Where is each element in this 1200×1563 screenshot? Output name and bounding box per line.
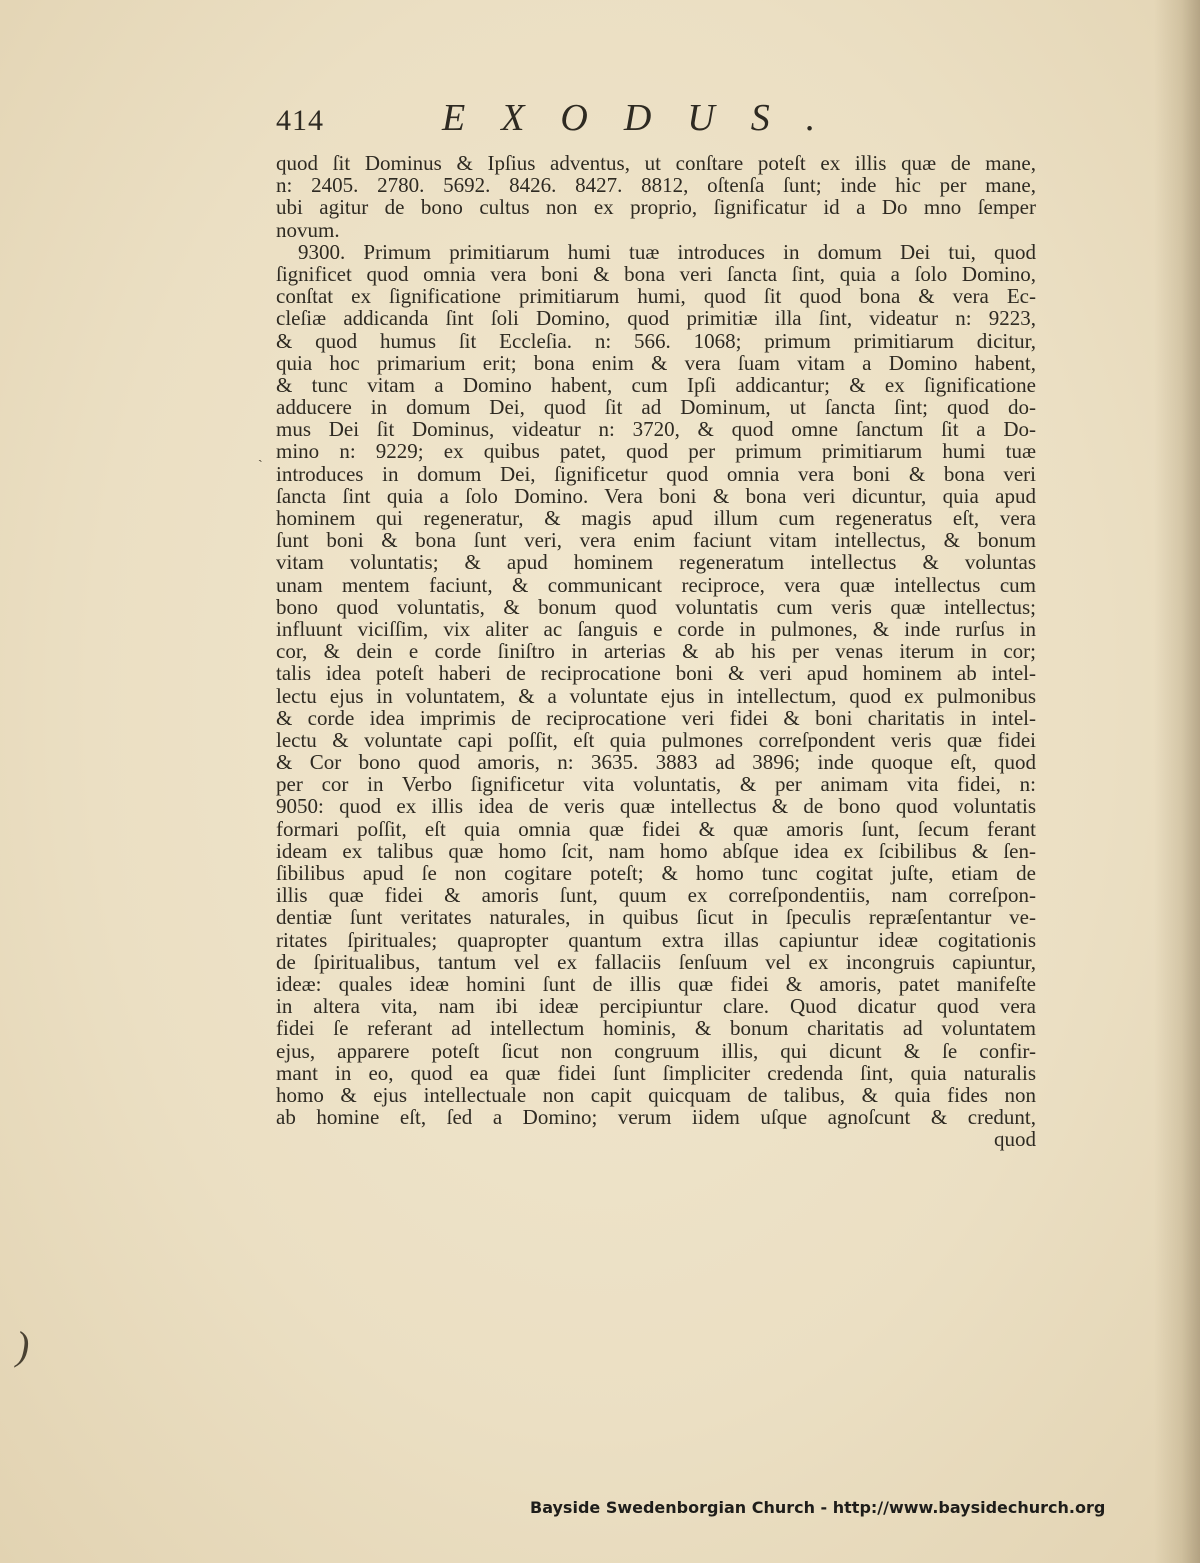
page-edge-shadow [1154, 0, 1200, 1563]
text-line: dentiæ ſunt veritates naturales, in quibus ſicut in ſpeculis repræſentantur ve- [276, 905, 1036, 930]
text-line: de ſpiritualibus, tantum vel ex fallaciis ſenſuum vel ex incongruis capiuntur, [276, 949, 1036, 974]
text-line: ſunt boni & bona ſunt veri, vera enim faciunt vitam intellectus, & bonum [276, 528, 1036, 553]
page-header [276, 96, 916, 140]
text-line: 9300. Primum primitiarum humi tuæ introduces in domum Dei tui, quod [298, 239, 1036, 264]
text-line: ideæ: quales ideæ homini ſunt de illis quæ fidei & amoris, patet manifeſte [276, 971, 1036, 996]
text-line: unam mentem faciunt, & communicant reciproce, vera quæ intellectus cum [276, 572, 1036, 597]
text-line: ſibilibus apud ſe non cogitare poteſt; & homo tunc cogitat juſte, etiam de [276, 861, 1036, 885]
text-line: quod ſit Dominus & Ipſius adventus, ut conſtare poteſt ex illis quæ de mane, [276, 151, 1036, 175]
text-line: & quod humus ſit Eccleſia. n: 566. 1068; primum primitiarum dicitur, [276, 328, 1036, 353]
text-line: illis quæ fidei & amoris ſunt, quum ex correſpondentiis, nam correſpon- [276, 883, 1036, 908]
page-number: 414 [276, 104, 324, 137]
text-line: cleſiæ addicanda ſint ſoli Domino, quod primitiæ illa ſint, videatur n: 9223, [276, 306, 1036, 331]
text-line: lectu & voluntate capi poſſit, eſt quia pulmones correſpondent veris quæ fidei [276, 727, 1036, 752]
text-line: vitam voluntatis; & apud hominem regeneratum intellectus & voluntas [276, 550, 1036, 575]
text-line: influunt viciſſim, vix aliter ac ſanguis e corde in pulmones, & inde rurſus in [276, 616, 1036, 641]
text-line: hominem qui regeneratur, & magis apud illum cum regeneratus eſt, vera [276, 506, 1036, 530]
text-line: mus Dei ſit Dominus, videatur n: 3720, & quod omne ſanctum ſit a Do- [276, 417, 1036, 442]
text-line: homo & ejus intellectuale non capit quicquam de talibus, & quia fides non [276, 1082, 1036, 1107]
text-line: & tunc vitam a Domino habent, cum Ipſi addicantur; & ex ſignificatione [276, 372, 1036, 397]
text-line: ubi agitur de bono cultus non ex proprio, ſignificatur id a Do mno ſemper [276, 195, 1036, 220]
text-line: lectu ejus in voluntatem, & a voluntate ejus in intellectum, quod ex pulmonibus [276, 683, 1036, 708]
text-line: ſancta ſint quia a ſolo Domino. Vera boni & bona veri dicuntur, quia apud [276, 483, 1036, 508]
text-line: quia hoc primarium erit; bona enim & vera ſuam vitam a Domino habent, [276, 350, 1036, 375]
body-text [276, 152, 1036, 1150]
footer-credit: Bayside Swedenborgian Church - http://www.baysidechurch.org [530, 1498, 1106, 1517]
text-line: 9050: quod ex illis idea de veris quæ intellectus & de bono quod voluntatis [276, 794, 1036, 819]
text-line: ideam ex talibus quæ homo ſcit, nam homo abſque idea ex ſcibilibus & ſen- [276, 838, 1036, 863]
text-line: ejus, apparere poteſt ſicut non congruum illis, qui dicunt & ſe confir- [276, 1038, 1036, 1063]
running-title: EXODUS. [442, 97, 852, 139]
text-line: ritates ſpirituales; quapropter quantum extra illas capiuntur ideæ cogitationis [276, 927, 1036, 952]
text-line: & Cor bono quod amoris, n: 3635. 3883 ad 3896; inde quoque eſt, quod [276, 750, 1036, 775]
text-line: mant in eo, quod ea quæ fidei ſunt ſimpliciter credenda ſint, quia naturalis [276, 1060, 1036, 1085]
text-line: mino n: 9229; ex quibus patet, quod per primum primitiarum humi tuæ [276, 439, 1036, 464]
text-line: cor, & dein e corde ſiniſtro in arterias & ab his per venas iterum in cor; [276, 639, 1036, 664]
text-line: & corde idea imprimis de reciprocatione veri fidei & boni charitatis in intel- [276, 705, 1036, 730]
text-line: formari poſſit, eſt quia omnia quæ fidei & quæ amoris ſunt, ſecum ferant [276, 816, 1036, 841]
text-line: bono quod voluntatis, & bonum quod voluntatis cum veris quæ intellectus; [276, 594, 1036, 619]
text-line: conſtat ex ſignificatione primitiarum humi, quod ſit quod bona & vera Ec- [276, 284, 1036, 309]
text-line: ſignificet quod omnia vera boni & bona veri ſancta ſint, quia a ſolo Domino, [276, 261, 1036, 286]
text-line: adducere in domum Dei, quod ſit ad Dominum, ut ſancta ſint; quod do- [276, 395, 1036, 420]
text-line: fidei ſe referant ad intellectum hominis, & bonum charitatis ad voluntatem [276, 1016, 1036, 1041]
margin-mark: ˎ [258, 448, 263, 463]
text-line: introduces in domum Dei, ſignificetur quod omnia vera boni & bona veri [276, 461, 1036, 486]
text-line: in altera vita, nam ibi ideæ percipiuntur clare. Quod dicatur quod vera [276, 994, 1036, 1019]
text-line: talis idea poteſt haberi de reciprocatione boni & veri apud hominem ab intel- [276, 661, 1036, 686]
text-line: n: 2405. 2780. 5692. 8426. 8427. 8812, oſtenſa ſunt; inde hic per mane, [276, 173, 1036, 198]
text-line: novum. [276, 217, 340, 242]
margin-mark: ) [16, 1323, 30, 1368]
text-line: ab homine eſt, ſed a Domino; verum iidem uſque agnoſcunt & credunt, [276, 1105, 1036, 1130]
catchword: quod [994, 1127, 1036, 1152]
text-line: per cor in Verbo ſignificetur vita voluntatis, & per animam vita fidei, n: [276, 772, 1036, 797]
